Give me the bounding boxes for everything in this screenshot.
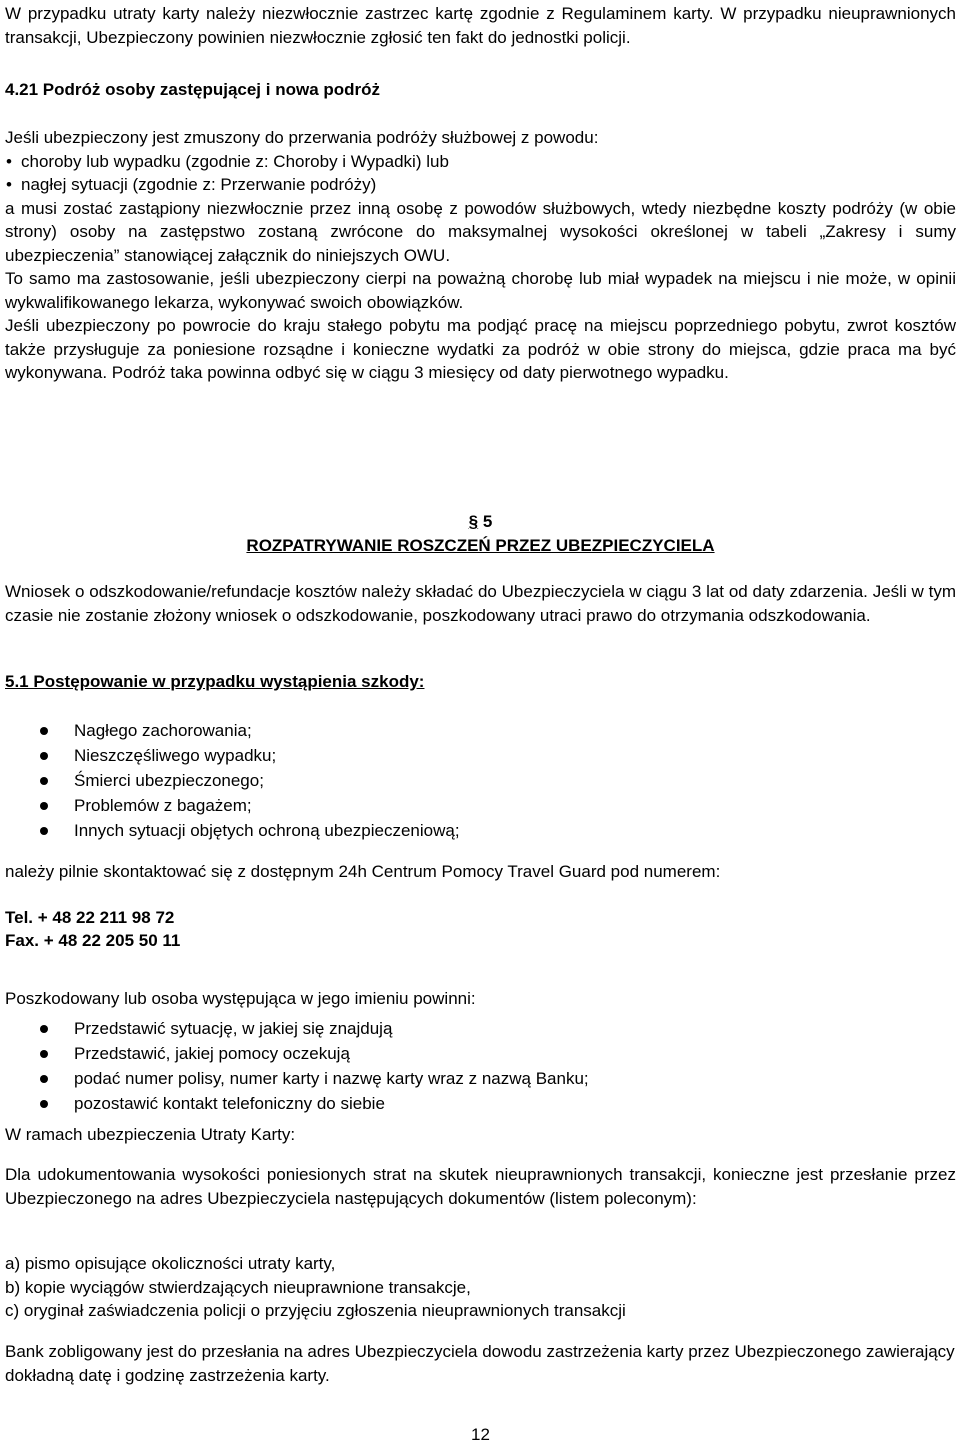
list-item-text: pozostawić kontakt telefoniczny do siebie <box>74 1094 385 1113</box>
tel-number: Tel. + 48 22 211 98 72 <box>5 908 175 927</box>
contact-line: należy pilnie skontaktować się z dostępnym 24h Centrum Pomocy Travel Guard pod numerem: <box>5 862 721 881</box>
list-item <box>5 1016 956 1041</box>
intro-paragraph: W przypadku utraty karty należy niezwłocznie zastrzec kartę zgodnie z Regulaminem karty. W przypadku nieuprawnionych transakcji, Ubezpieczony powinien niezwłocznie zgłosić ten fakt do jednostki policji. <box>5 4 956 47</box>
claimant-heading: Poszkodowany lub osoba występująca w jego imieniu powinni: <box>5 989 476 1008</box>
list-item <box>5 1091 956 1116</box>
chapter-number-value: 5 <box>482 512 493 531</box>
incident-list <box>5 718 956 843</box>
bullet-icon <box>40 827 48 835</box>
list-item: b) kopie wyciągów stwierdzających nieuprawnione transakcje, <box>5 1277 471 1297</box>
list-item-text: podać numer polisy, numer karty i nazwę karty wraz z nazwą Banku; <box>74 1069 589 1088</box>
list-item <box>5 1041 956 1066</box>
bullet-icon <box>40 1075 48 1083</box>
list-item <box>5 173 956 197</box>
section-4-21-heading <box>5 78 956 102</box>
list-item-text: choroby lub wypadku (zgodnie z: Choroby i Wypadki) lub <box>21 151 449 171</box>
closing-paragraph: Bank zobligowany jest do przesłania na adres Ubezpieczyciela dowodu zastrzeżenia karty przez Ubezpieczonego zawierający dokładną datę i godzinę zastrzeżenia karty. <box>5 1342 955 1385</box>
card-loss-heading: W ramach ubezpieczenia Utraty Karty: <box>5 1125 296 1144</box>
paragraph: Jeśli ubezpieczony po powrocie do kraju stałego pobytu ma podjąć pracę na miejscu poprzedniego pobytu, zwrot kosztów także przysługuje za poniesione rozsądne i konieczne wydatki za podróż w obie strony do miejsca, gdzie praca ma być wykonywana. Podróż taka powinna odbyć się w ciągu 3 miesięcy od daty pierwotnego wypadku. <box>5 316 956 382</box>
bullet-icon: • <box>6 175 12 194</box>
card-loss-paragraph: Dla udokumentowania wysokości poniesionych strat na skutek nieuprawnionych transakcji, konieczne jest przesłanie przez Ubezpieczonego na adres Ubezpieczyciela następujących dokumentów (listem poleconym): <box>5 1165 956 1208</box>
list-item <box>5 818 956 843</box>
list-item: c) oryginał zaświadczenia policji o przyjęciu zgłoszenia nieuprawnionych transakcji <box>5 1301 626 1320</box>
list-item-text: nagłej sytuacji (zgodnie z: Przerwanie podróży) <box>21 175 377 194</box>
bullet-icon <box>40 1050 48 1058</box>
fax-number: Fax. + 48 22 205 50 11 <box>5 931 181 950</box>
list-item <box>5 768 956 793</box>
chapter-title: ROZPATRYWANIE ROSZCZEŃ PRZEZ UBEZPIECZYCIELA <box>246 536 715 555</box>
bullet-icon <box>40 777 48 785</box>
list-item-text: Śmierci ubezpieczonego; <box>74 771 264 790</box>
list-item-text: Nieszczęśliwego wypadku; <box>74 746 277 765</box>
page-number: 12 <box>471 1425 490 1444</box>
list-item-text: Przedstawić, jakiej pomocy oczekują <box>74 1044 350 1063</box>
list-item <box>5 743 956 768</box>
bullet-icon <box>40 802 48 810</box>
list-item: a) pismo opisujące okoliczności utraty karty, <box>5 1254 336 1273</box>
section-heading: 4.21 Podróż osoby zastępującej i nowa podróż <box>5 80 381 99</box>
section-5-1-heading: 5.1 Postępowanie w przypadku wystąpienia szkody: <box>5 672 425 691</box>
paragraph: To samo ma zastosowanie, jeśli ubezpieczony cierpi na poważną chorobę lub miał wypadek na miejscu i nie może, w opinii wykwalifikowanego lekarza, wykonywać swoich obowiązków. <box>5 269 956 312</box>
list-item-text: Nagłego zachorowania; <box>74 721 252 740</box>
bullet-icon: • <box>6 151 12 171</box>
list-item <box>5 793 956 818</box>
paragraph: a musi zostać zastąpiony niezwłocznie przez inną osobę z powodów służbowych, wtedy niezbędne koszty podróży (w obie strony) osoby na zastępstwo zostaną zwrócone do maksymalnej wysokości określonej w tabeli „Zakresy i sumy ubezpieczenia” stanowiącej załącznik do niniejszych OWU. <box>5 198 956 265</box>
bullet-icon <box>40 1100 48 1108</box>
bullet-icon <box>40 752 48 760</box>
documents-list <box>5 1252 956 1323</box>
section-4-21-body <box>5 126 956 385</box>
list-item <box>5 718 956 743</box>
bullet-icon <box>40 1025 48 1033</box>
list-item-text: Problemów z bagażem; <box>74 796 252 815</box>
list-item <box>5 150 956 174</box>
claimant-list <box>5 1016 956 1116</box>
list-item-text: Przedstawić sytuację, w jakiej się znajdują <box>74 1019 393 1038</box>
section-sign: § <box>468 512 479 531</box>
chapter-number <box>5 510 956 534</box>
chapter-paragraph: Wniosek o odszkodowanie/refundacje kosztów należy składać do Ubezpieczyciela w ciągu 3 lat od daty zdarzenia. Jeśli w tym czasie nie zostanie złożony wniosek o odszkodowanie, poszkodowany utraci prawo do otrzymania odszkodowania. <box>5 582 956 625</box>
bullet-icon <box>40 727 48 735</box>
section-lead: Jeśli ubezpieczony jest zmuszony do przerwania podróży służbowej z powodu: <box>5 128 599 147</box>
list-item <box>5 1066 956 1091</box>
list-item-text: Innych sytuacji objętych ochroną ubezpieczeniową; <box>74 821 460 840</box>
